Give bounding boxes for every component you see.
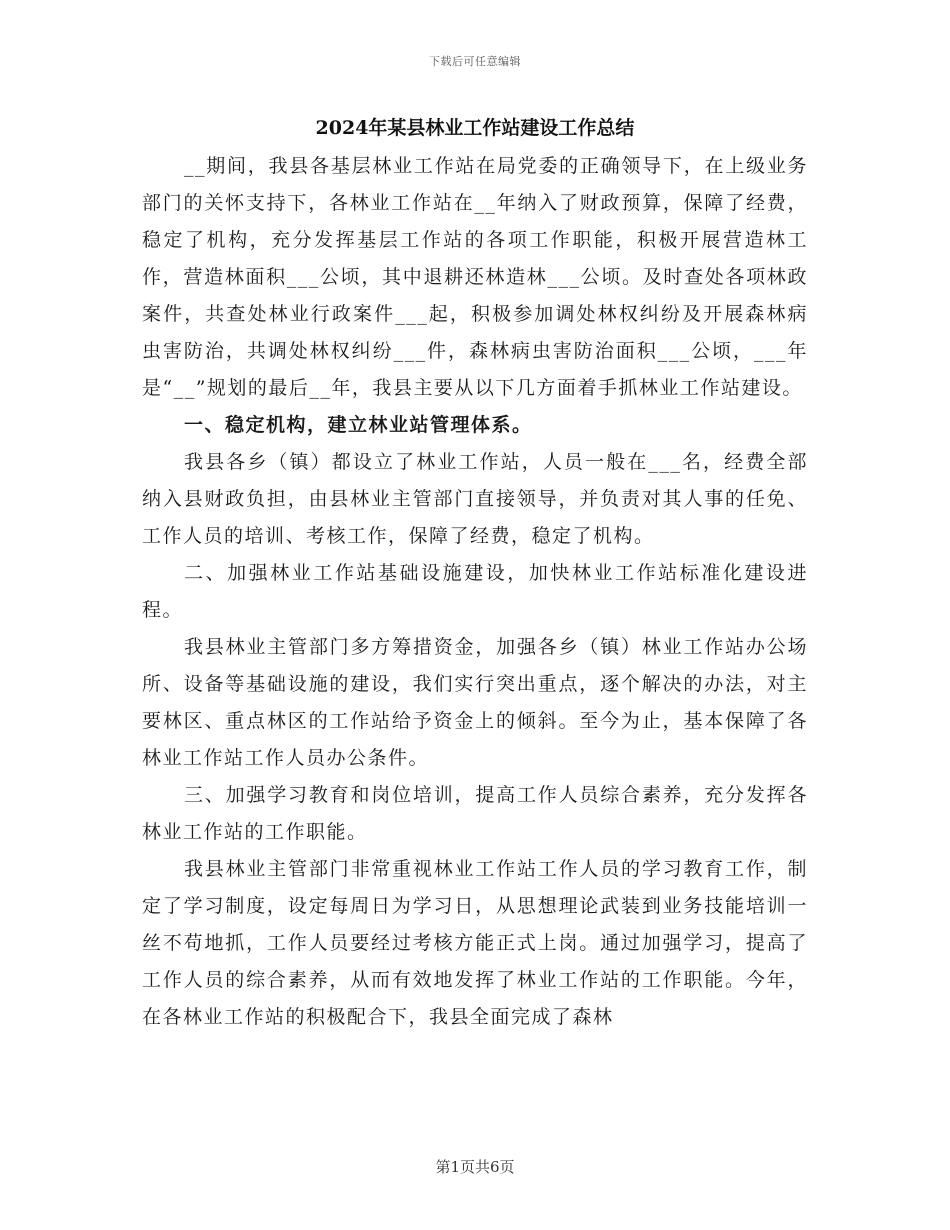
paragraph-section-3: 我县林业主管部门非常重视林业工作站工作人员的学习教育工作，制定了学习制度，设定每周日为学习日，从思想理论武装到业务技能培训一丝不苟地抓，工作人员要经过考核方能正式上岗。通过加强学习，提高了工作人员的综合素养，从而有效地发挥了林业工作站的工作职能。今年，在各林业工作站的积极配合下，我县全面完成了森林 xyxy=(142,858,808,1028)
page-header-note: 下载后可任意编辑 xyxy=(429,55,521,68)
paragraph-section-2: 我县林业主管部门多方筹措资金，加强各乡（镇）林业工作站办公场所、设备等基础设施的建设，我们实行突出重点，逐个解决的办法，对主要林区、重点林区的工作站给予资金上的倾斜。至今为止，基本保障了各林业工作站工作人员办公条件。 xyxy=(142,636,808,769)
document-title: 2024年某县林业工作站建设工作总结 xyxy=(315,117,635,139)
section-heading-1: 一、稳定机构，建立林业站管理体系。 xyxy=(184,414,533,436)
paragraph-intro: __期间，我县各基层林业工作站在局党委的正确领导下，在上级业务部门的关怀支持下，各林业工作站在__年纳入了财政预算，保障了经费，稳定了机构，充分发挥基层工作站的各项工作职能，积极开展营造林工作，营造林面积___公顷，其中退耕还林造林___公顷。及时查处各项林政案件，共查处林业行政案件___起，积极参加调处林权纠纷及开展森林病虫害防治，共调处林权纠纷___件，森林病虫害防治面积___公顷，___年是“__”规划的最后__年，我县主要从以下几方面着手抓林业工作站建设。 xyxy=(142,155,808,399)
document-body xyxy=(142,148,808,1036)
section-heading-2: 二、加强林业工作站基础设施建设，加快林业工作站标准化建设进程。 xyxy=(142,562,808,621)
section-heading-3: 三、加强学习教育和岗位培训，提高工作人员综合素养，充分发挥各林业工作站的工作职能。 xyxy=(142,784,808,843)
page-number: 第1页共6页 xyxy=(435,1158,515,1176)
paragraph-section-1: 我县各乡（镇）都设立了林业工作站，人员一般在___名，经费全部纳入县财政负担，由县林业主管部门直接领导，并负责对其人事的任免、工作人员的培训、考核工作，保障了经费，稳定了机构。 xyxy=(142,451,808,547)
